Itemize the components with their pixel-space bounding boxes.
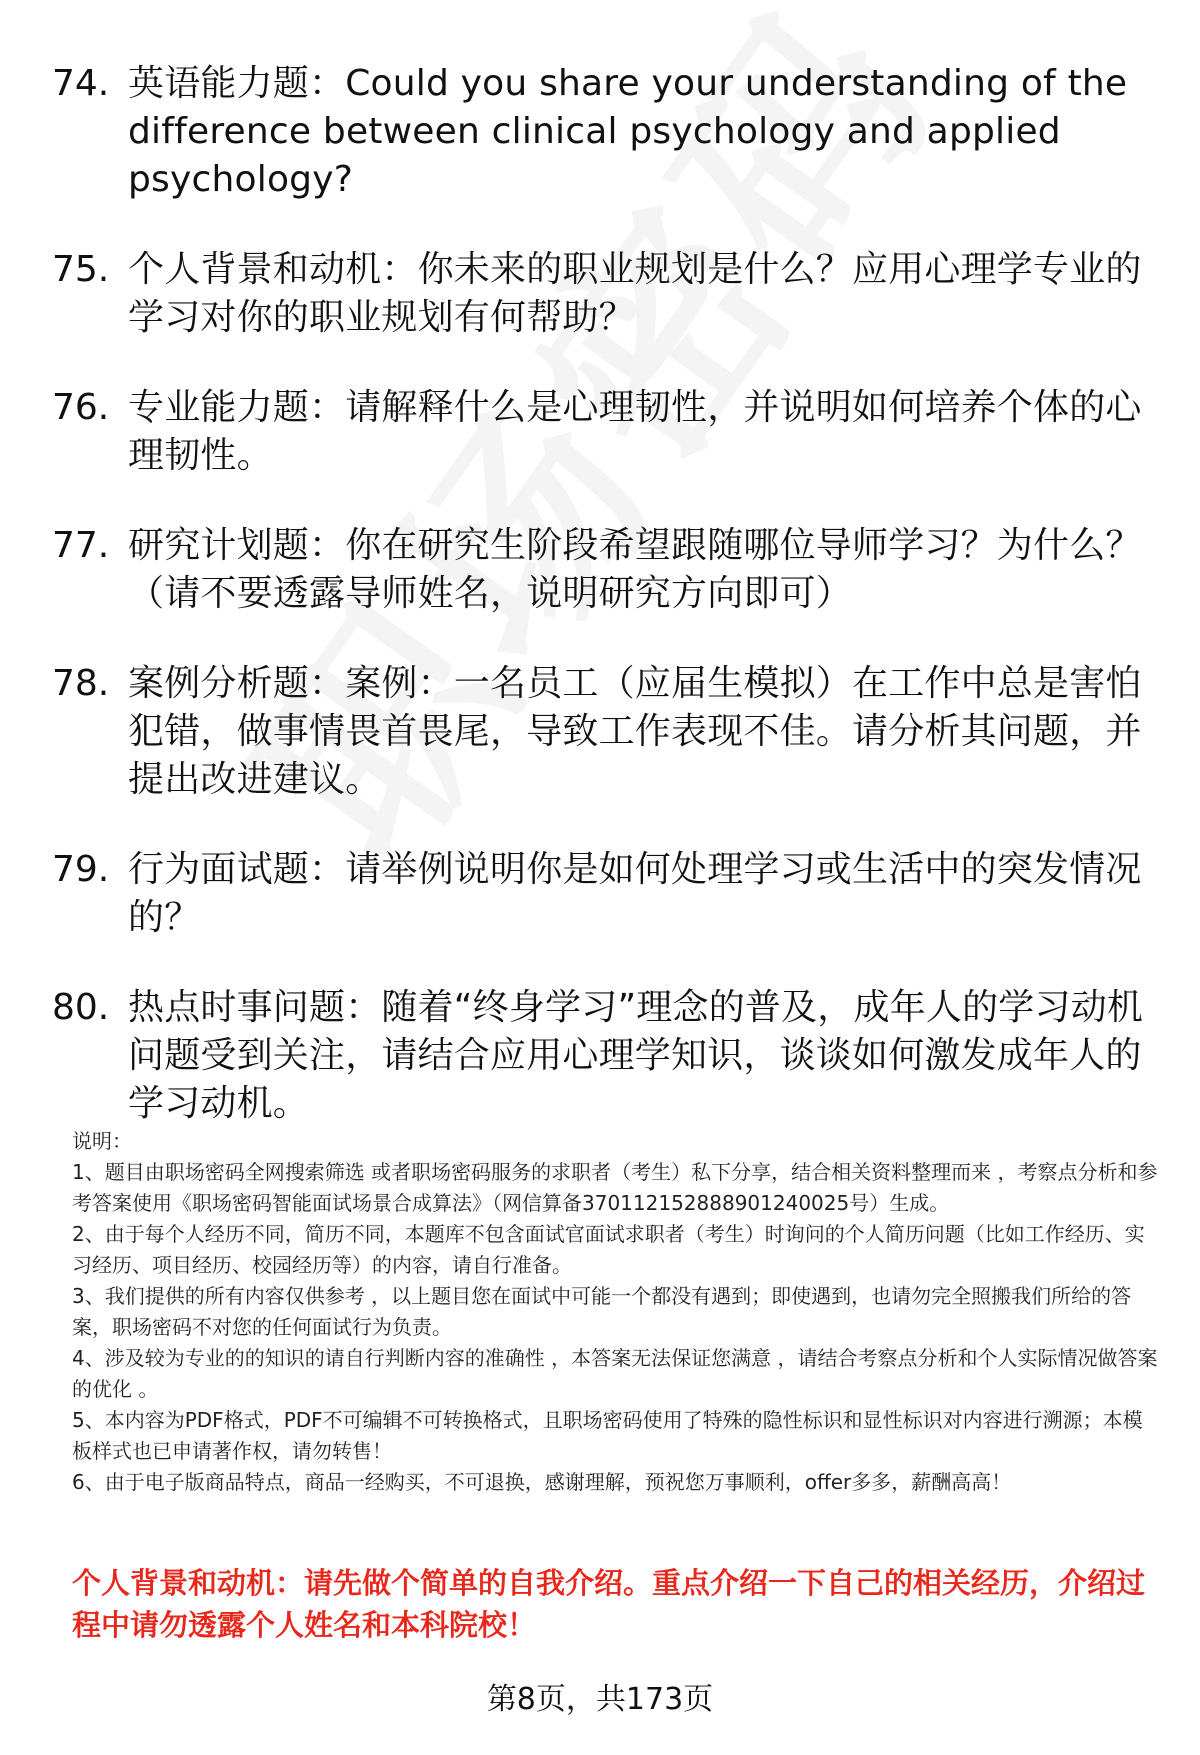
question-number: 79.	[52, 849, 110, 890]
note-item: 5、本内容为PDF格式，PDF不可编辑不可转换格式，且职场密码使用了特殊的隐性标识和显性标识对内容进行溯源；本模板样式也已申请著作权，请勿转售！	[72, 1408, 1143, 1463]
question-item	[52, 846, 1152, 942]
question-item	[52, 246, 1152, 342]
question-text: 行为面试题：请举例说明你是如何处理学习或生活中的突发情况的？	[128, 849, 1142, 938]
note-item: 2、由于每个人经历不同，简历不同，本题库不包含面试官面试求职者（考生）时询问的个人简历问题（比如工作经历、实习经历、项目经历、校园经历等）的内容，请自行准备。	[72, 1222, 1145, 1277]
question-text: 热点时事问题：随着“终身学习”理念的普及，成年人的学习动机问题受到关注，请结合应用心理学知识，谈谈如何激发成年人的学习动机。	[128, 987, 1144, 1124]
notes-section	[72, 1126, 1162, 1498]
question-text: 案例分析题：案例：一名员工（应届生模拟）在工作中总是害怕犯错，做事情畏首畏尾，导致工作表现不佳。请分析其问题，并提出改进建议。	[128, 663, 1142, 800]
question-text: 专业能力题：请解释什么是心理韧性，并说明如何培养个体的心理韧性。	[128, 387, 1142, 476]
question-item	[52, 522, 1152, 618]
highlight-question: 个人背景和动机：请先做个简单的自我介绍。重点介绍一下自己的相关经历，介绍过程中请勿透露个人姓名和本科院校！	[72, 1566, 1146, 1642]
question-number: 76.	[52, 387, 110, 428]
question-item	[52, 60, 1152, 204]
question-number: 77.	[52, 525, 110, 566]
question-text: 英语能力题：Could you share your understanding of the difference between clinical psychology and applied psychology?	[128, 63, 1128, 200]
question-item	[52, 384, 1152, 480]
question-list	[52, 60, 1152, 1170]
note-item: 3、我们提供的所有内容仅供参考 ，以上题目您在面试中可能一个都没有遇到；即使遇到，也请勿完全照搬我们所给的答案，职场密码不对您的任何面试行为负责。	[72, 1284, 1132, 1339]
page-number: 第8页，共173页	[486, 1682, 714, 1717]
question-item	[52, 984, 1152, 1128]
question-number: 78.	[52, 663, 110, 704]
question-number: 74.	[52, 63, 110, 104]
question-number: 80.	[52, 987, 110, 1028]
question-text: 研究计划题：你在研究生阶段希望跟随哪位导师学习？为什么？（请不要透露导师姓名，说明研究方向即可）	[128, 525, 1142, 614]
question-item	[52, 660, 1152, 804]
question-number: 75.	[52, 249, 110, 290]
note-item: 1、题目由职场密码全网搜索筛选 或者职场密码服务的求职者（考生）私下分享，结合相关资料整理而来 ，考察点分析和参考答案使用《职场密码智能面试场景合成算法》（网信算备370112152888901240025号）生成。	[72, 1160, 1158, 1215]
note-item: 6、由于电子版商品特点，商品一经购买，不可退换，感谢理解，预祝您万事顺利，offer多多，薪酬高高！	[72, 1470, 1012, 1494]
question-text: 个人背景和动机：你未来的职业规划是什么？应用心理学专业的学习对你的职业规划有何帮助？	[128, 249, 1142, 338]
note-item: 4、涉及较为专业的的知识的请自行判断内容的准确性 ，本答案无法保证您满意 ，请结合考察点分析和个人实际情况做答案的优化 。	[72, 1346, 1158, 1401]
notes-title: 说明：	[72, 1129, 132, 1153]
